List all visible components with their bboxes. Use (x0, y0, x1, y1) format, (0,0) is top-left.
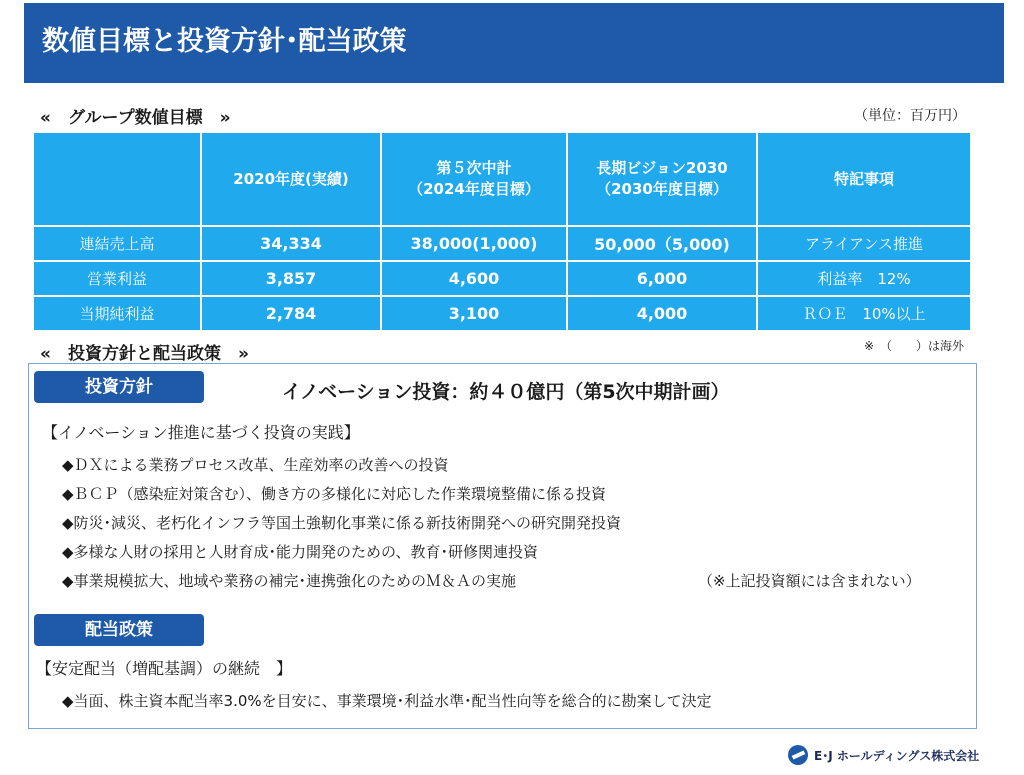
investment-exclusion-note: （※上記投資額には含まれない） (698, 572, 921, 590)
cell-2030-target: 50,000（5,000) (567, 226, 757, 261)
section-label-policy: « 投資方針と配当政策 » (40, 344, 249, 364)
investment-heading: 【イノベーション推進に基づく投資の実践】 (42, 423, 360, 442)
cell-2020-actual: 3,857 (201, 261, 381, 296)
dividend-heading: 【安定配当（増配基調）の継続 】 (36, 659, 293, 678)
cell-note: 利益率 12% (757, 261, 970, 296)
table-header-cell: 長期ビジョン2030 （2030年度目標） (567, 133, 757, 226)
section-label-targets: « グループ数値目標 » (40, 108, 231, 128)
investment-bullet: ◆防災･減災、老朽化インフラ等国土強靭化事業に係る新技術開発への研究開発投資 (62, 514, 622, 532)
targets-table (34, 133, 970, 332)
investment-bullet: ◆事業規模拡大、地域や業務の補完･連携強化のためのＭ＆Ａの実施 (62, 572, 517, 590)
table-row (34, 226, 970, 261)
investment-bullet: ◆多様な人財の採用と人財育成･能力開発のための、教育･研修関連投資 (62, 543, 538, 561)
page-title: 数値目標と投資方針･配当政策 (42, 26, 407, 57)
table-row (34, 296, 970, 331)
unit-note: （単位：百万円） (854, 108, 966, 124)
table-header-cell: 2020年度(実績) (201, 133, 381, 226)
cell-2024-target: 3,100 (381, 296, 567, 331)
company-logo (788, 744, 979, 766)
cell-note: ＲＯＥ 10%以上 (757, 296, 970, 331)
dividend-bullet: ◆当面、株主資本配当率3.0%を目安に、事業環境･利益水準･配当性向等を総合的に勘案して決定 (62, 692, 712, 710)
table-header-cell: 特記事項 (757, 133, 970, 226)
cell-2020-actual: 2,784 (201, 296, 381, 331)
table-header-row (34, 133, 970, 226)
cell-2024-target: 38,000(1,000) (381, 226, 567, 261)
cell-2030-target: 4,000 (567, 296, 757, 331)
cell-2024-target: 4,600 (381, 261, 567, 296)
investment-policy-tag: 投資方針 (34, 371, 204, 403)
investment-bullet: ◆ＤＸによる業務プロセス改革、生産効率の改善への投資 (62, 456, 449, 474)
row-label: 連結売上高 (34, 226, 201, 261)
company-name: E･J ホールディングス株式会社 (814, 748, 980, 763)
table-header-cell: 第５次中計 （2024年度目標） (381, 133, 567, 226)
title-bar (24, 3, 1004, 83)
table-header-cell (34, 133, 201, 226)
row-label: 当期純利益 (34, 296, 201, 331)
table-row (34, 261, 970, 296)
logo-mark-icon (788, 745, 808, 765)
cell-note: アライアンス推進 (757, 226, 970, 261)
investment-headline: イノベーション投資：約４０億円（第5次中期計画） (282, 381, 730, 403)
row-label: 営業利益 (34, 261, 201, 296)
investment-bullet: ◆ＢＣＰ（感染症対策含む）、働き方の多様化に対応した作業環境整備に係る投資 (62, 485, 607, 503)
dividend-policy-tag: 配当政策 (34, 614, 204, 646)
overseas-footnote: ※ （ ）は海外 (863, 339, 964, 353)
cell-2020-actual: 34,334 (201, 226, 381, 261)
cell-2030-target: 6,000 (567, 261, 757, 296)
